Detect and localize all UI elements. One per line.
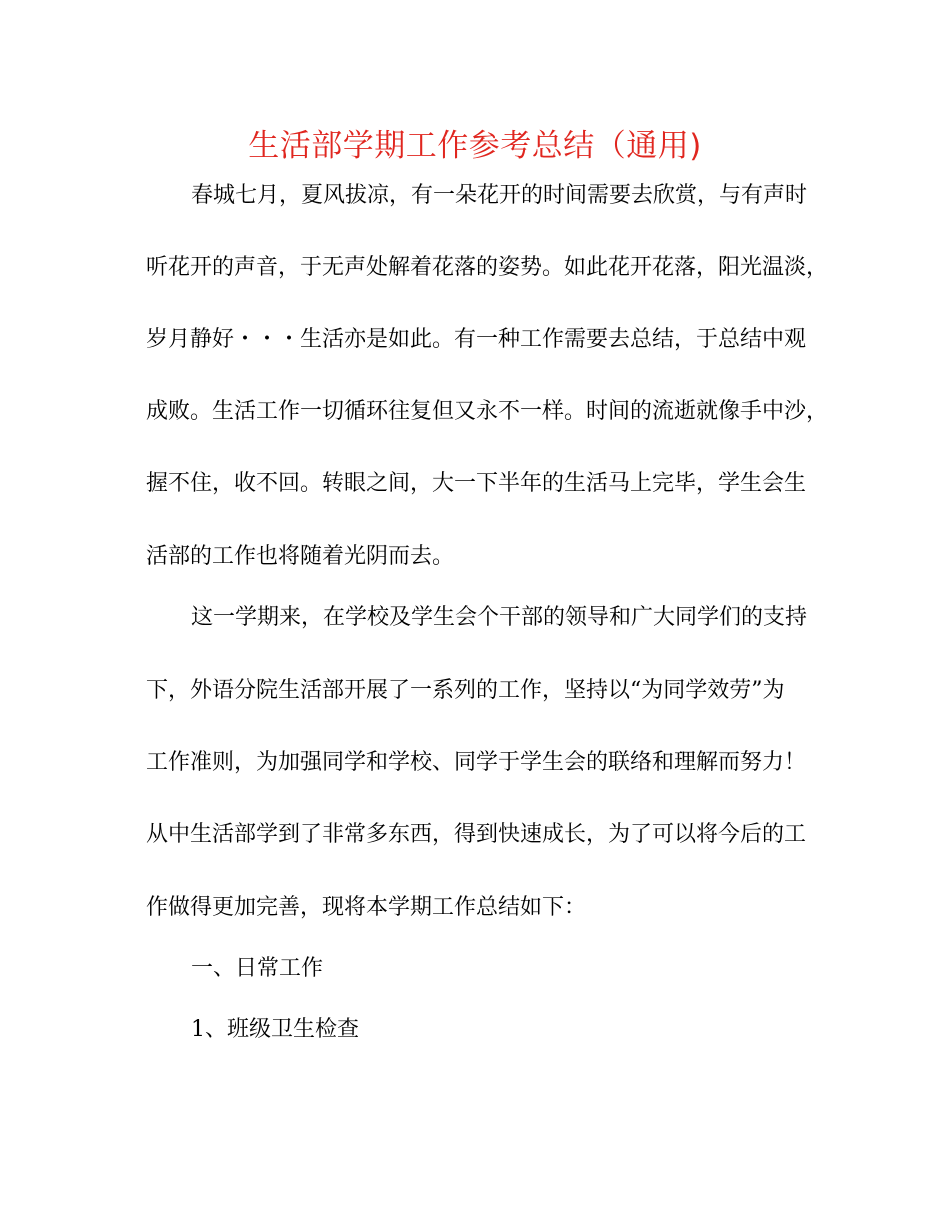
paragraph-line: 听花开的声音，于无声处解着花落的姿势。如此花开花落，阳光温淡， bbox=[146, 255, 829, 280]
paragraph-line: 成败。生活工作一切循环往复但又永不一样。时间的流逝就像手中沙， bbox=[146, 399, 829, 424]
document-title: 生活部学期工作参考总结（通用) bbox=[248, 128, 702, 164]
paragraph-line: 从中生活部学到了非常多东西，得到快速成长，为了可以将今后的工 bbox=[146, 822, 807, 847]
paragraph-line: 下，外语分院生活部开展了一系列的工作，坚持以“为同学效劳”为 bbox=[146, 678, 785, 703]
paragraph-line: 春城七月，夏风拔凉，有一朵花开的时间需要去欣赏，与有声时 bbox=[191, 183, 808, 208]
paragraph-line: 岁月静好・・・生活亦是如此。有一种工作需要去总结，于总结中观 bbox=[146, 327, 807, 352]
paragraph-line: 握不住，收不回。转眼之间，大一下半年的生活马上完毕，学生会生 bbox=[146, 471, 807, 496]
subsection-heading: 1、班级卫生检查 bbox=[191, 1017, 359, 1042]
paragraph-line: 作做得更加完善，现将本学期工作总结如下： bbox=[146, 895, 587, 920]
section-heading: 一、日常工作 bbox=[191, 956, 324, 981]
paragraph-line: 活部的工作也将随着光阴而去。 bbox=[146, 544, 455, 569]
paragraph-line: 工作准则，为加强同学和学校、同学于学生会的联络和理解而努力！ bbox=[146, 750, 807, 775]
paragraph-line: 这一学期来，在学校及学生会个干部的领导和广大同学们的支持 bbox=[191, 605, 808, 630]
